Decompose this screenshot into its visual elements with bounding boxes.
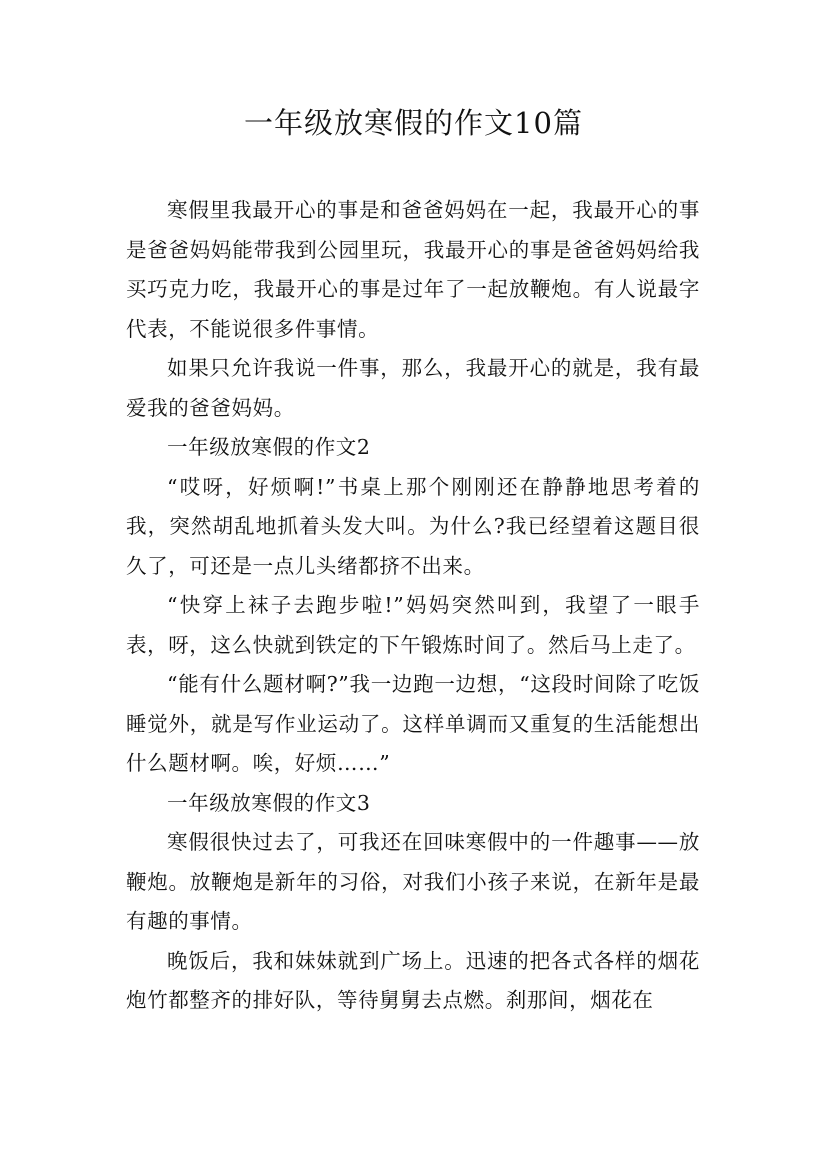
paragraph: 晚饭后，我和妹妹就到广场上。迅速的把各式各样的烟花炮竹都整齐的排好队，等待舅舅去点燃。刹那间，烟花在 <box>126 948 700 1012</box>
paragraph: “哎呀，好烦啊!”书桌上那个刚刚还在静静地思考着的我，突然胡乱地抓着头发大叫。为什么?我已经望着这题目很久了，可还是一点儿头绪都挤不出来。 <box>126 474 700 578</box>
paragraph: 如果只允许我说一件事，那么，我最开心的就是，我有最爱我的爸爸妈妈。 <box>126 356 700 420</box>
paragraph: 寒假很快过去了，可我还在回味寒假中的一件趣事——放鞭炮。放鞭炮是新年的习俗，对我们小孩子来说，在新年是最有趣的事情。 <box>126 830 700 933</box>
paragraph: “能有什么题材啊?”我一边跑一边想，“这段时间除了吃饭睡觉外，就是写作业运动了。这样单调而又重复的生活能想出什么题材啊。唉，好烦……” <box>126 672 700 775</box>
paragraph: “快穿上袜子去跑步啦!”妈妈突然叫到，我望了一眼手表，呀，这么快就到铁定的下午锻炼时间了。然后马上走了。 <box>126 593 700 657</box>
section-heading: 一年级放寒假的作文3 <box>167 790 371 815</box>
document-body <box>126 191 700 1021</box>
paragraph: 寒假里我最开心的事是和爸爸妈妈在一起，我最开心的事是爸爸妈妈能带我到公园里玩，我最开心的事是爸爸妈妈给我买巧克力吃，我最开心的事是过年了一起放鞭炮。有人说最字代表，不能说很多件事情。 <box>126 198 700 341</box>
section-heading: 一年级放寒假的作文2 <box>167 435 371 459</box>
document-title: 一年级放寒假的作文10篇 <box>244 106 583 140</box>
